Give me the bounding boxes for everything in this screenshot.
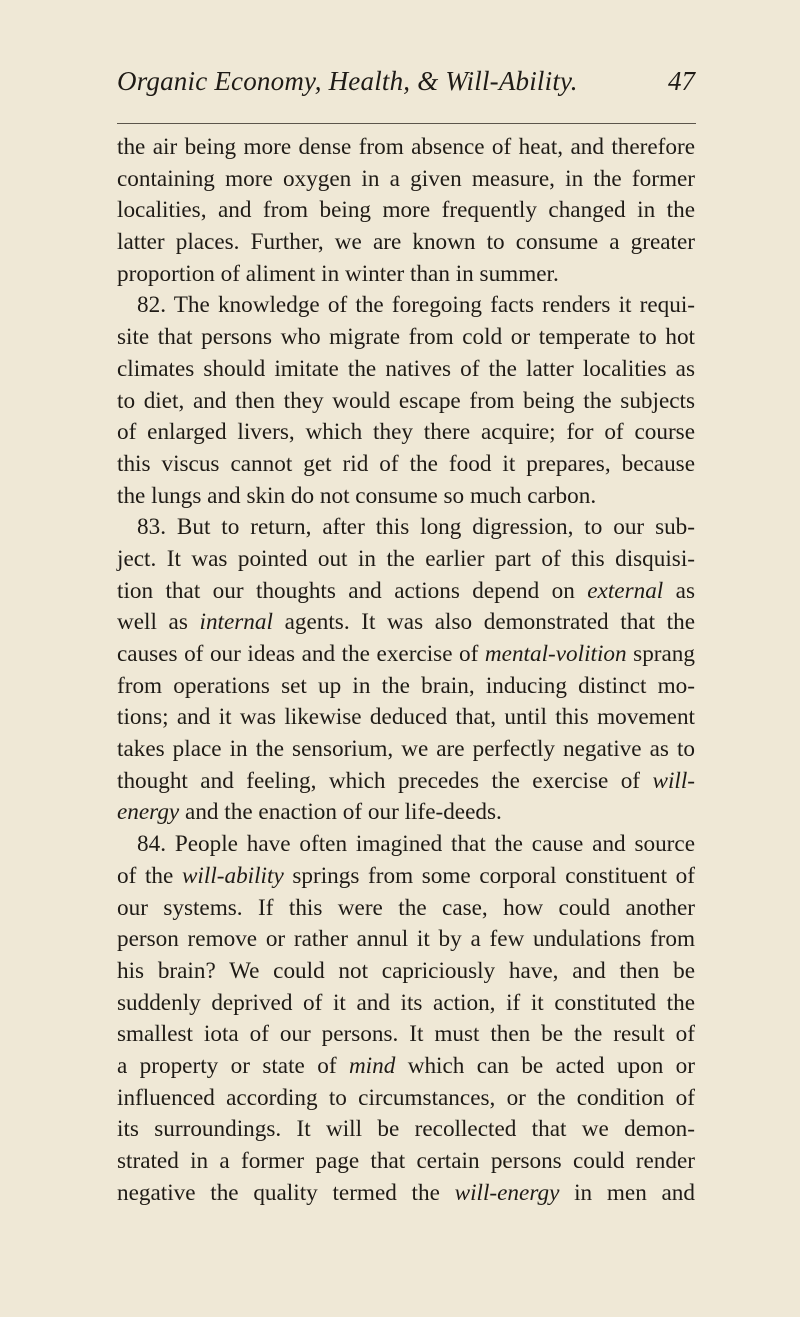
text-line: influenced according to circumstances, or the condition of xyxy=(117,1084,695,1111)
text-line: site that persons who migrate from cold or temperate to hot xyxy=(117,324,695,351)
text-line: containing more oxygen in a given measure, in the former xyxy=(117,165,695,192)
text-line: climates should imitate the natives of the latter localities as xyxy=(117,355,695,382)
text-line: its surroundings. It will be recollected that we demon- xyxy=(117,1116,695,1143)
text-line: thought and feeling, which precedes the exercise of will- xyxy=(117,767,695,794)
text-line: from operations set up in the brain, inducing distinct mo- xyxy=(117,672,695,699)
text-line: of enlarged livers, which they there acquire; for of course xyxy=(117,419,695,446)
text-line: proportion of aliment in winter than in summer. xyxy=(117,260,559,287)
text-line: the lungs and skin do not consume so much carbon. xyxy=(117,482,597,509)
text-line: causes of our ideas and the exercise of mental-volition sprang xyxy=(117,641,695,667)
text-line: takes place in the sensorium, we are perfectly negative as to xyxy=(117,736,695,763)
text-line: latter places. Further, we are known to consume a greater xyxy=(117,229,695,256)
text-line: to diet, and then they would escape from being the subjects xyxy=(117,387,695,414)
text-line: of the will-ability springs from some corporal constituent of xyxy=(117,862,695,889)
running-title: Organic Economy, Health, & Will-Ability. xyxy=(117,66,578,96)
paragraph-83-start: 83. But to return, after this long digression, to our sub- xyxy=(137,514,695,541)
paragraph-84-start: 84. People have often imagined that the cause and source xyxy=(137,831,695,858)
text-line: tions; and it was likewise deduced that, until this movement xyxy=(117,704,695,731)
text-line: energy and the enaction of our life-deeds. xyxy=(117,799,502,826)
text-line: negative the quality termed the will-energy in men and xyxy=(117,1179,695,1206)
text-line: localities, and from being more frequently changed in the xyxy=(117,197,695,224)
text-line: tion that our thoughts and actions depend on external as xyxy=(117,577,695,604)
text-line: a property or state of mind which can be acted upon or xyxy=(117,1052,695,1079)
page-number: 47 xyxy=(668,66,695,96)
text-line: person remove or rather annul it by a few undulations from xyxy=(117,926,695,953)
paragraph-82-start: 82. The knowledge of the foregoing facts renders it requi- xyxy=(137,292,695,319)
text-line: well as internal agents. It was also demonstrated that the xyxy=(117,609,695,636)
header-rule xyxy=(117,123,696,124)
text-line: our systems. If this were the case, how could another xyxy=(117,894,695,921)
text-line: strated in a former page that certain persons could render xyxy=(117,1148,695,1174)
body-text xyxy=(117,132,695,1209)
text-line: this viscus cannot get rid of the food it prepares, because xyxy=(117,450,695,477)
text-line: suddenly deprived of it and its action, if it constituted the xyxy=(117,989,695,1016)
text-line: the air being more dense from absence of heat, and therefore xyxy=(117,134,695,160)
text-line: ject. It was pointed out in the earlier part of this disquisi- xyxy=(117,545,695,572)
running-head xyxy=(117,66,695,106)
text-line: smallest iota of our persons. It must then be the result of xyxy=(117,1021,695,1048)
text-line: his brain? We could not capriciously have, and then be xyxy=(117,957,695,984)
